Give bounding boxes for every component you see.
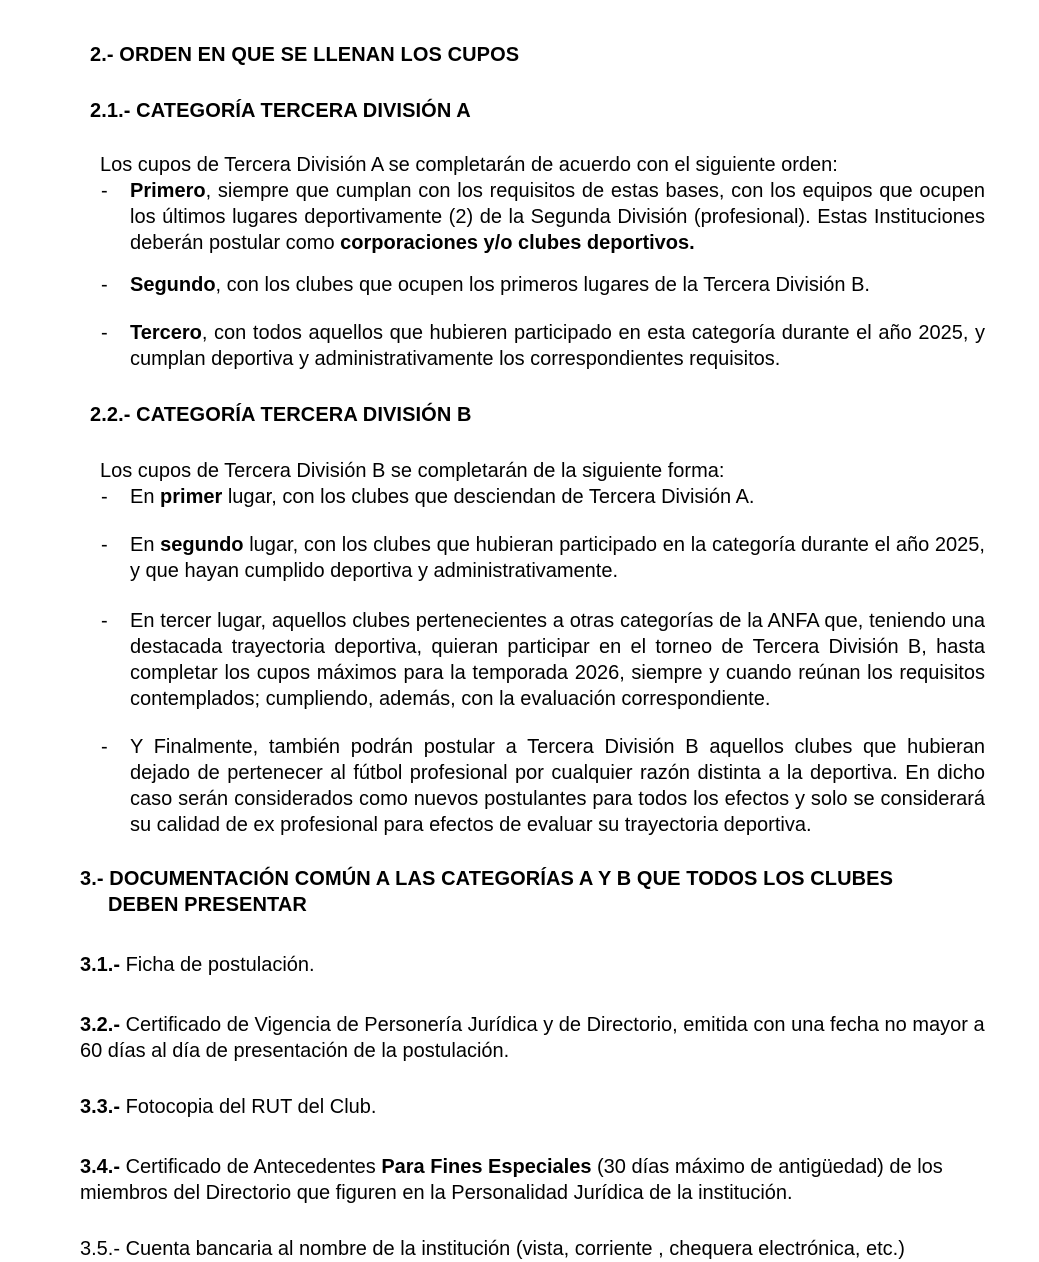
item-text: Fotocopia del RUT del Club. [120,1096,377,1118]
dash-bullet-icon: - [101,322,108,344]
dash-bullet-icon: - [101,610,108,632]
spacer [0,838,1039,866]
item-text: Cuenta bancaria al nombre de la institución (vista, corriente , chequera electrónica, etc.) [120,1238,905,1260]
list-item [101,272,1039,298]
spacer [0,584,1039,608]
spacer [0,918,1039,952]
section-3-heading [80,866,1039,918]
item-text-before: Certificado de Antecedentes [120,1156,382,1178]
spacer [0,428,1039,458]
spacer [0,1120,1039,1154]
list-item-lead: Segundo [130,274,216,296]
spacer [0,1064,1039,1094]
list-item-pre: En [130,534,161,556]
list-item-lead: Tercero [130,322,202,344]
list-item [101,320,1039,372]
spacer [0,298,1039,320]
spacer [0,712,1039,734]
list-item-text: , siempre que cumplan con los requisitos de estas bases, con los equipos que ocupen los últimos lugares deportivamente (2) de la Segunda División (profesional). Estas Instituciones deberán postular como [130,180,985,254]
section-3-item-3-1 [80,952,1039,978]
item-text-bold: Para Fines Especiales [381,1156,592,1178]
section-2-2-intro: Los cupos de Tercera División B se completarán de la siguiente forma: [100,460,725,482]
list-item [101,484,1039,510]
section-2-2-heading: 2.2.- CATEGORÍA TERCERA DIVISIÓN B [90,404,472,426]
spacer [0,1206,1039,1236]
section-3-item-3-2 [80,1012,1039,1064]
list-item [101,532,1039,584]
spacer [0,372,1039,402]
item-number: 3.5.- [80,1238,121,1260]
spacer [0,510,1039,532]
spacer [0,256,1039,272]
dash-bullet-icon: - [101,180,108,202]
list-item-text: , con todos aquellos que hubieren participado en esta categoría durante el año 2025, y cumplan deportiva y administrativamente los correspondientes requisitos. [130,322,985,370]
dash-bullet-icon: - [101,274,108,296]
spacer [0,124,1039,152]
section-2-1-intro: Los cupos de Tercera División A se completarán de acuerdo con el siguiente orden: [100,154,838,176]
item-text-after: (30 días máximo de antigüedad) de los miembros del Directorio que figuren en la Personalidad Jurídica de la institución. [80,1156,943,1204]
section-3-item-3-5 [80,1236,1039,1262]
list-item [101,608,1039,712]
section-3-item-3-3 [80,1094,1039,1120]
section-2-1-heading: 2.1.- CATEGORÍA TERCERA DIVISIÓN A [90,100,471,122]
item-number: 3.1.- [80,954,121,976]
item-number: 3.2.- [80,1014,121,1036]
item-number: 3.3.- [80,1096,121,1118]
item-text: Certificado de Vigencia de Personería Jurídica y de Directorio, emitida con una fecha no mayor a 60 días al día de presentación de la postulación. [80,1014,985,1062]
item-text: Ficha de postulación. [120,954,315,976]
list-item-post: lugar, con los clubes que hubieran participado en la categoría durante el año 2025, y que hayan cumplido deportiva y administrativamente. [130,534,985,582]
dash-bullet-icon: - [101,736,108,758]
section-2-2-bullet-list [0,484,1039,838]
list-item-lead: Primero [130,180,206,202]
list-item-pre: En [130,486,161,508]
list-item [101,178,1039,256]
list-item-text: Y Finalmente, también podrán postular a Tercera División B aquellos clubes que hubieran dejado de pertenecer al fútbol profesional por cualquier razón distinta a la deportiva. En dicho caso serán considerados como nuevos postulantes para todos los efectos y solo se considerará su calidad de ex profesional para efectos de evaluar su trayectoria deportiva. [130,736,985,836]
dash-bullet-icon: - [101,534,108,556]
section-3-item-3-4 [80,1154,1039,1206]
list-item-bold: primer [160,486,223,508]
dash-bullet-icon: - [101,486,108,508]
spacer [0,68,1039,98]
item-number: 3.4.- [80,1156,121,1178]
section-3-heading-line-2: DEBEN PRESENTAR [108,894,307,916]
list-item [101,734,1039,838]
section-3-heading-line-1: 3.- DOCUMENTACIÓN COMÚN A LAS CATEGORÍAS A Y B QUE TODOS LOS CLUBES [80,868,894,890]
top-spacer [0,0,1039,42]
section-2-1-bullet-list [0,178,1039,372]
list-item-bold: segundo [160,534,244,556]
section-2-heading: 2.- ORDEN EN QUE SE LLENAN LOS CUPOS [90,44,520,66]
list-item-tail-bold: corporaciones y/o clubes deportivos. [340,232,695,254]
list-item-text: , con los clubes que ocupen los primeros lugares de la Tercera División B. [215,274,870,296]
list-item-post: lugar, con los clubes que desciendan de Tercera División A. [222,486,755,508]
list-item-text: En tercer lugar, aquellos clubes pertenecientes a otras categorías de la ANFA que, teniendo una destacada trayectoria deportiva, quieran participar en el torneo de Tercera División B, hasta completar los cupos máximos para la temporada 2026, siempre y cuando reúnan los requisitos contemplados; cumpliendo, además, con la evaluación correspondiente. [130,610,985,710]
spacer [0,978,1039,1012]
